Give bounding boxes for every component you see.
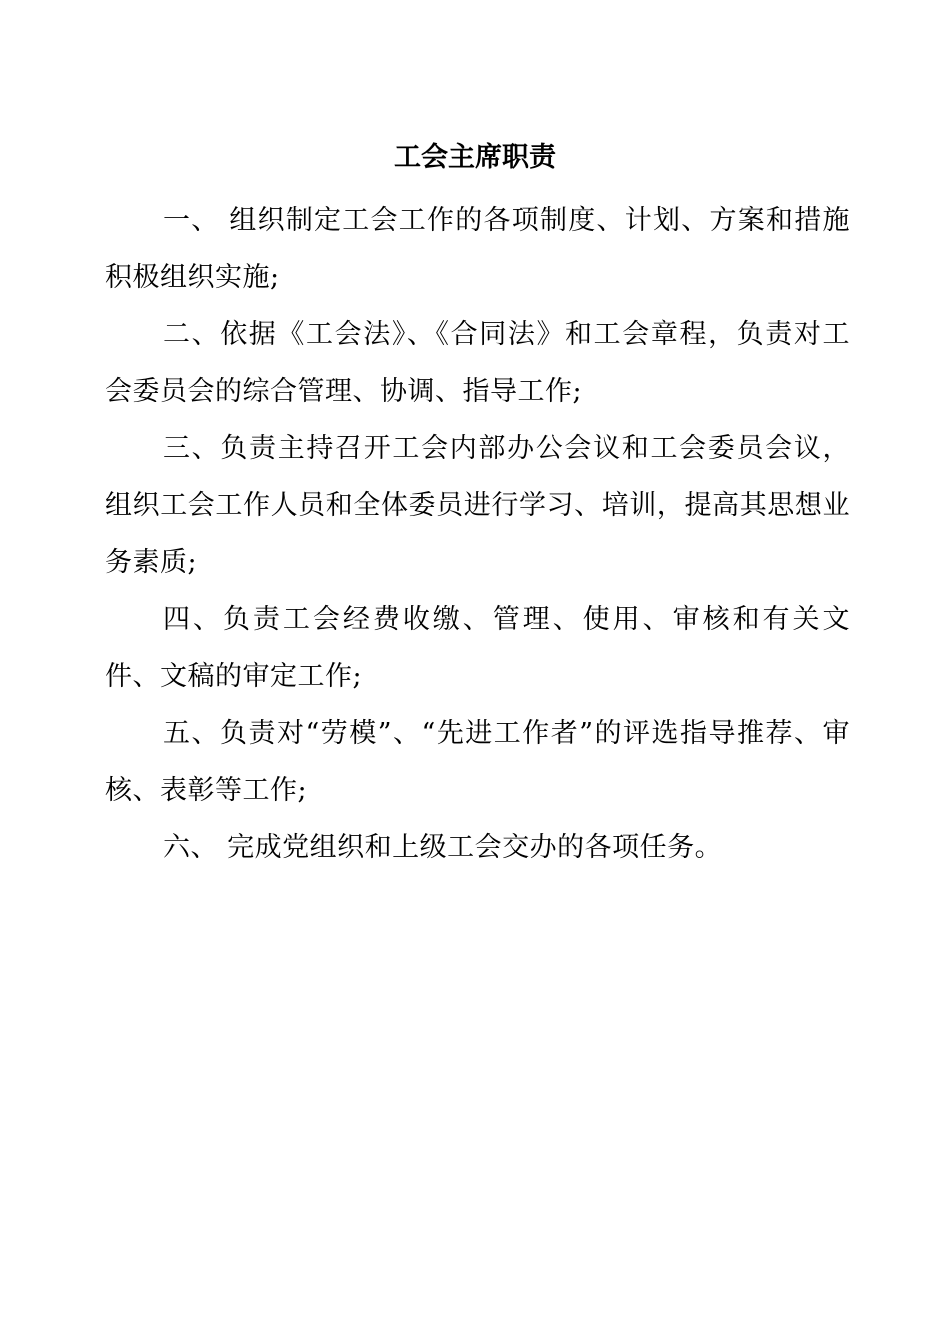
duty-item-6: 六、 完成党组织和上级工会交办的各项任务。 <box>163 832 723 863</box>
duty-item-3: 三、负责主持召开工会内部办公会议和工会委员会议，组织工会工作人员和全体委员进行学习、培训，提高其思想业务素质; <box>105 433 850 578</box>
duty-item-2: 二、依据《工会法》、《合同法》和工会章程，负责对工会委员会的综合管理、协调、指导工作; <box>105 319 850 407</box>
duty-item-1: 一、 组织制定工会工作的各项制度、计划、方案和措施积极组织实施; <box>105 205 850 293</box>
duty-item-5: 五、负责对“劳模”、“先进工作者”的评选指导推荐、审核、表彰等工作; <box>105 718 850 806</box>
duty-item-4: 四、负责工会经费收缴、管理、使用、审核和有关文件、文稿的审定工作; <box>105 604 850 692</box>
document-body <box>105 192 850 876</box>
document-title: 工会主席职责 <box>394 142 556 173</box>
